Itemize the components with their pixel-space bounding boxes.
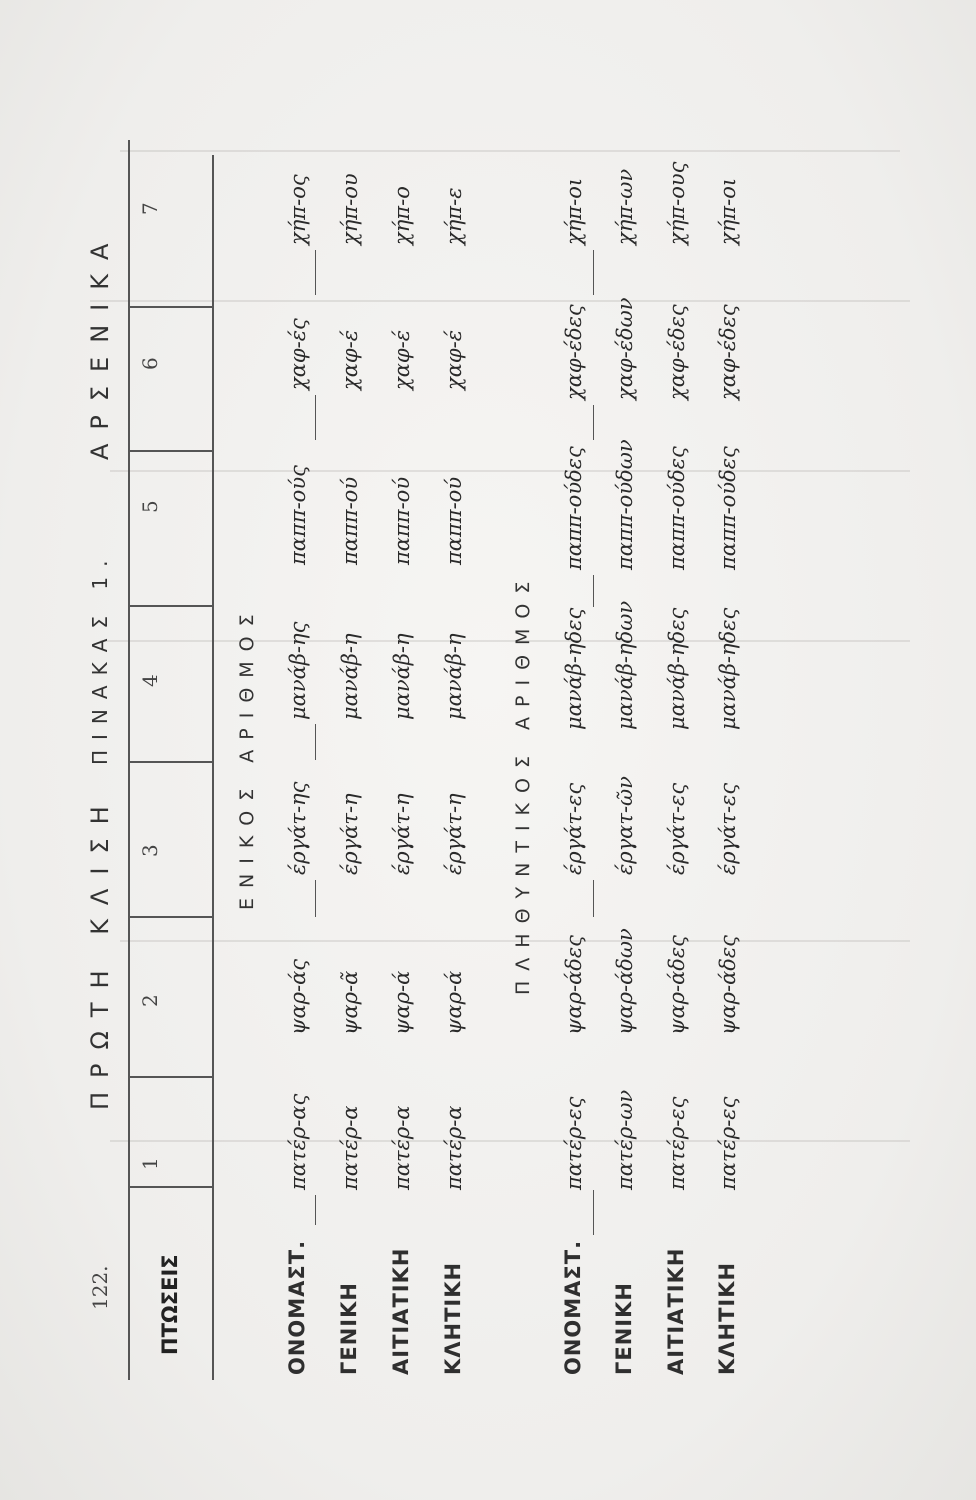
table-cell: μανάβ-ηδες [716, 607, 740, 730]
case-label: ΚΛΗΤΙΚΗ [441, 1261, 465, 1375]
table-cell: παππ-ού [442, 476, 466, 565]
table-cell: έργάτ-ης [286, 781, 310, 875]
table-header-rule [212, 155, 214, 1380]
table-cell: παππ-ούς [286, 465, 310, 565]
gender-heading: ΑΡΣΕΝΙΚΑ [86, 229, 114, 460]
table-cell: έργάτ-ες [716, 782, 740, 875]
col-sep [128, 606, 212, 608]
table-cell: χαφ-έ [442, 330, 466, 390]
row-rule [593, 880, 594, 917]
table-cell: πατέρ-ας [286, 1093, 310, 1190]
row-rule [593, 250, 594, 295]
case-label: ΟΝΟΜΑΣΤ. [561, 1239, 585, 1375]
col-sep [128, 1077, 212, 1079]
table-cell: χήπ-ο [390, 186, 414, 245]
table-cell: χαφ-ές [286, 318, 310, 390]
col-sep [128, 307, 212, 309]
table-cell: ψαρ-άς [286, 958, 310, 1035]
table-cell: έργάτ-ες [562, 782, 586, 875]
table-cell: ψαρ-ά [442, 970, 466, 1035]
table-cell: μανάβ-η [338, 633, 362, 720]
table-cell: μανάβ-ηδων [613, 600, 637, 730]
table-cell: πατέρ-ες [665, 1096, 689, 1190]
case-label: ΑΙΤΙΑΤΙΚΗ [389, 1247, 413, 1375]
column-number: 7 [138, 202, 162, 215]
table-cell: χήπ-οι [562, 177, 586, 245]
table-cell: έργάτ-ες [665, 782, 689, 875]
case-label: ΟΝΟΜΑΣΤ. [285, 1239, 309, 1375]
row-rule [315, 250, 316, 295]
table-cell: πατέρ-α [442, 1105, 466, 1190]
row-rule [593, 405, 594, 440]
table-cell: έργάτ-η [338, 793, 362, 875]
table-cell: πατέρ-α [338, 1105, 362, 1190]
col-sep [128, 917, 212, 919]
table-cell: μανάβ-ηδες [562, 607, 586, 730]
table-cell: ψαρ-ᾶ [338, 970, 362, 1035]
table-cell: χήπ-οι [716, 177, 740, 245]
table-cell: παππ-ούδων [613, 439, 637, 570]
table-cell: χήπ-ους [665, 161, 689, 245]
column-number: 2 [138, 994, 162, 1007]
row-rule [315, 1195, 316, 1225]
case-label: ΓΕΝΙΚΗ [337, 1282, 361, 1375]
column-number: 5 [138, 500, 162, 513]
row-rule [593, 575, 594, 607]
table-cell: πατέρ-ες [562, 1096, 586, 1190]
table-cell: έργάτ-η [390, 793, 414, 875]
table-cell: ψαρ-άδες [665, 935, 689, 1035]
row-rule [315, 724, 316, 760]
table-cell: πατέρ-ες [716, 1096, 740, 1190]
table-cell: παππ-ού [338, 476, 362, 565]
table-cell: ψαρ-άδες [716, 935, 740, 1035]
col-sep [128, 1187, 212, 1189]
table-cell: παππ-ούδες [665, 446, 689, 570]
table-cell: χαφ-έ [390, 330, 414, 390]
table-cell: χαφ-έδες [716, 304, 740, 400]
table-cell: ψαρ-άδες [562, 935, 586, 1035]
table-cell: χήπ-ων [613, 168, 637, 245]
table-cell: χαφ-έ [338, 330, 362, 390]
table-cell: χαφ-έδων [613, 297, 637, 400]
table-cell: ψαρ-άδων [613, 928, 637, 1035]
page-title: ΠΡΩΤΗ ΚΛΙΣΗ [86, 792, 114, 1110]
table-cell: πατέρ-α [390, 1105, 414, 1190]
table-label: ΠΙΝΑΚΑΣ 1. [88, 550, 112, 765]
table-cell: χαφ-έδες [562, 304, 586, 400]
table-cell: μανάβ-ης [286, 621, 310, 720]
table-cell: χήπ-ε [442, 187, 466, 245]
table-cell: πατέρ-ων [613, 1089, 637, 1190]
cases-header: ΠΤΩΣΕΙΣ [158, 1254, 182, 1355]
table-cell: μανάβ-ηδες [665, 607, 689, 730]
case-label: ΑΙΤΙΑΤΙΚΗ [664, 1247, 688, 1375]
col-sep [128, 762, 212, 764]
column-number: 3 [138, 844, 162, 857]
col-sep [128, 451, 212, 453]
page-number: 122. [88, 1265, 112, 1310]
column-number: 6 [138, 357, 162, 370]
table-cell: παππ-ούδες [562, 446, 586, 570]
table-cell: παππ-ούδες [716, 446, 740, 570]
plural-section-label: ΠΛΗΘΥΝΤΙΚΟΣ ΑΡΙΘΜΟΣ [512, 571, 534, 995]
table-cell: μανάβ-η [442, 633, 466, 720]
table-cell: έργατ-ῶν [613, 776, 637, 875]
table-top-rule [128, 140, 130, 1380]
row-rule [315, 395, 316, 440]
singular-section-label: ΕΝΙΚΟΣ ΑΡΙΘΜΟΣ [236, 604, 258, 910]
table-cell: χαφ-έδες [665, 304, 689, 400]
column-number: 4 [138, 674, 162, 687]
table-cell: χήπ-ου [338, 173, 362, 245]
case-label: ΚΛΗΤΙΚΗ [715, 1261, 739, 1375]
table-cell: χήπ-ος [286, 174, 310, 245]
table-cell: παππ-ού [390, 476, 414, 565]
column-number: 1 [138, 1157, 162, 1170]
row-rule [593, 1190, 594, 1235]
table-cell: ψαρ-ά [390, 970, 414, 1035]
case-label: ΓΕΝΙΚΗ [612, 1282, 636, 1375]
table-cell: μανάβ-η [390, 633, 414, 720]
table-cell: έργάτ-η [442, 793, 466, 875]
row-rule [315, 880, 316, 917]
